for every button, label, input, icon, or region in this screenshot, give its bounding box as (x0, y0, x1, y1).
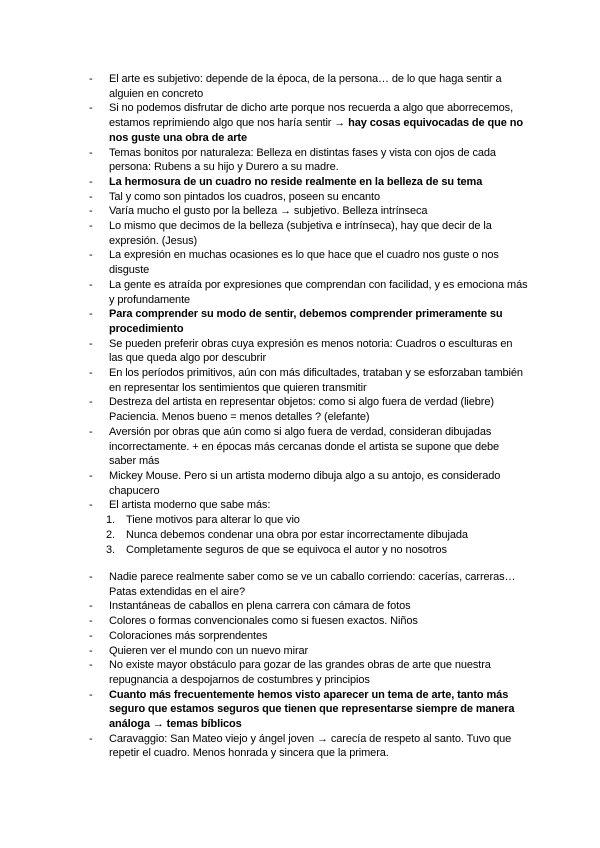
notes-list-part1 (89, 72, 529, 557)
bullet-dash: - (89, 308, 93, 321)
bullet-text-main: No existe mayor obstáculo para gozar de las grandes obras de arte que nuestra repugnancia a despojarnos de costumbres y principios (109, 659, 491, 686)
bullet-dash: - (89, 732, 93, 745)
bullet-dash: - (89, 367, 93, 380)
bullet-text-main: El artista moderno que sabe más: (109, 499, 271, 512)
bullet-text-main: Temas bonitos por naturaleza: Belleza en distintas fases y vista con ojos de cada persona: Rubens a su hijo y Durero a su madre. (109, 146, 496, 174)
bullet-text-main: Nadie parece realmente saber como se ve un caballo corriendo: cacerías, carreras… Patas extendidas en el aire? (109, 571, 516, 598)
bullet-text (109, 190, 529, 205)
bullet-dash: - (89, 220, 93, 233)
bullet-dash: - (89, 571, 93, 583)
bullet-text (109, 307, 529, 336)
bullet-dash: - (89, 249, 93, 262)
bullet-text-main: Instantáneas de caballos en plena carrera con cámara de fotos (109, 600, 411, 613)
bullet-dash: - (89, 615, 93, 628)
bullet-text (109, 101, 529, 145)
bullet-dash: - (89, 600, 93, 613)
bullet-item (89, 101, 529, 145)
bullet-item (89, 395, 529, 424)
bullet-text-main: Varía mucho el gusto por la belleza → subjetivo. Belleza intrínseca (109, 205, 428, 218)
bullet-text-bold: hay cosas equivocadas de que no nos guste una obra de arte (109, 117, 523, 144)
numbered-item-text: Nunca debemos condenar una obra por estar incorrectamente dibujada (126, 528, 468, 541)
numbered-item-number: 2. (106, 528, 115, 541)
bullet-dash: - (89, 659, 93, 672)
bullet-text (109, 599, 529, 614)
bullet-text (109, 395, 529, 424)
bullet-text-main: Para comprender su modo de sentir, debemos comprender primeramente su procedimiento (109, 308, 503, 335)
bullet-item (89, 366, 529, 395)
bullet-dash: - (89, 425, 93, 438)
bullet-text (109, 146, 529, 175)
bullet-text (109, 732, 529, 761)
bullet-text (109, 219, 529, 248)
bullet-text (109, 469, 529, 498)
bullet-dash: - (89, 396, 93, 409)
bullet-text-main: Colores o formas convencionales como si fuesen exactos. Niños (109, 615, 418, 628)
bullet-text (109, 204, 529, 219)
bullet-item (89, 425, 529, 469)
numbered-item (106, 513, 529, 528)
bullet-text-main: El arte es subjetivo: depende de la época, de la persona… de lo que haga sentir a alguien en concreto (109, 73, 502, 100)
bullet-item (89, 190, 529, 205)
bullet-dash: - (89, 146, 93, 159)
bullet-dash: - (89, 469, 93, 482)
notes-list-part2 (89, 570, 529, 761)
bullet-text (109, 72, 529, 101)
numbered-item (106, 528, 529, 543)
bullet-item (89, 599, 529, 614)
bullet-item (89, 175, 529, 190)
bullet-text-main: Lo mismo que decimos de la belleza (subjetiva e intrínseca), hay que decir de la expresión. (Jesus) (109, 220, 492, 247)
bullet-item (89, 307, 529, 336)
bullet-item (89, 72, 529, 101)
bullet-text-main: Mickey Mouse. Pero si un artista moderno dibuja algo a su antojo, es considerado chapucero (109, 469, 501, 497)
bullet-item (89, 644, 529, 659)
bullet-item (89, 469, 529, 498)
bullet-item (89, 629, 529, 644)
numbered-list-wrapper (89, 513, 529, 557)
bullet-text (109, 366, 529, 395)
bullet-text (109, 337, 529, 366)
bullet-text (109, 248, 529, 277)
bullet-item (89, 498, 529, 513)
bullet-item (89, 146, 529, 175)
bullet-dash: - (89, 629, 93, 642)
bullet-dash: - (89, 190, 93, 203)
bullet-text (109, 658, 529, 687)
bullet-text (109, 498, 529, 513)
numbered-item (106, 543, 529, 558)
bullet-text-main: Si no podemos disfrutar de dicho arte porque nos recuerda a algo que aborrecemos, estamos reprimiendo algo que nos haría sentir → (109, 102, 514, 130)
bullet-text-main: En los períodos primitivos, aún con más dificultades, trataban y se esforzaban también en representar los sentimientos que quieren transmitir (109, 367, 523, 394)
bullet-item (89, 248, 529, 277)
bullet-dash: - (89, 688, 93, 701)
bullet-item (89, 337, 529, 366)
numbered-list (89, 513, 529, 557)
bullet-dash: - (89, 175, 93, 188)
bullet-dash: - (89, 499, 93, 512)
bullet-item (89, 570, 529, 599)
bullet-dash: - (89, 102, 93, 115)
bullet-item (89, 204, 529, 219)
bullet-text-main: Caravaggio: San Mateo viejo y ángel joven → carecía de respeto al santo. Tuvo que repetir el cuadro. Menos honrada y sincera que la primera. (109, 732, 512, 760)
bullet-text (109, 629, 529, 644)
bullet-item (89, 278, 529, 307)
bullet-text-main: La gente es atraída por expresiones que comprendan con facilidad, y es emociona más y profundamente (109, 278, 528, 306)
bullet-text (109, 425, 529, 469)
bullet-text-main: Se pueden preferir obras cuya expresión es menos notoria: Cuadros o esculturas en las que queda algo por descubrir (109, 337, 513, 365)
bullet-item (89, 658, 529, 687)
bullet-dash: - (89, 278, 93, 291)
bullet-dash: - (89, 337, 93, 350)
numbered-item-text: Tiene motivos para alterar lo que vio (126, 514, 300, 527)
bullet-dash: - (89, 73, 93, 85)
bullet-text-main: Tal y como son pintados los cuadros, poseen su encanto (109, 190, 380, 203)
bullet-text-main: La hermosura de un cuadro no reside realmente en la belleza de su tema (109, 175, 483, 188)
bullet-dash: - (89, 644, 93, 657)
bullet-text-main: Cuanto más frecuentemente hemos visto aparecer un tema de arte, tanto más seguro que estamos seguros que tienen que representarse siempre de manera análoga → temas bíblicos (109, 688, 515, 731)
bullet-dash: - (89, 205, 93, 218)
bullet-item (89, 219, 529, 248)
bullet-text-main: Quieren ver el mundo con un nuevo mirar (109, 644, 309, 657)
bullet-item (89, 732, 529, 761)
bullet-text (109, 278, 529, 307)
bullet-text (109, 614, 529, 629)
bullet-text-main: Coloraciones más sorprendentes (109, 629, 268, 642)
bullet-text (109, 175, 529, 190)
bullet-item (89, 614, 529, 629)
bullet-text (109, 644, 529, 659)
numbered-item-number: 3. (106, 543, 115, 556)
bullet-text (109, 688, 529, 732)
bullet-text (109, 570, 529, 599)
bullet-text-main: La expresión en muchas ocasiones es lo que hace que el cuadro nos guste o nos disguste (109, 249, 499, 277)
numbered-item-text: Completamente seguros de que se equivoca el autor y no nosotros (126, 543, 447, 556)
bullet-text-main: Aversión por obras que aún como si algo fuera de verdad, consideran dibujadas incorrectamente. + en épocas más cercanas donde el artista se supone que debe saber más (109, 425, 500, 468)
bullet-item (89, 688, 529, 732)
numbered-item-number: 1. (106, 514, 115, 527)
bullet-text-main: Destreza del artista en representar objetos: como si algo fuera de verdad (liebre) Paciencia. Menos bueno = menos detalles ? (elefante) (109, 396, 494, 424)
